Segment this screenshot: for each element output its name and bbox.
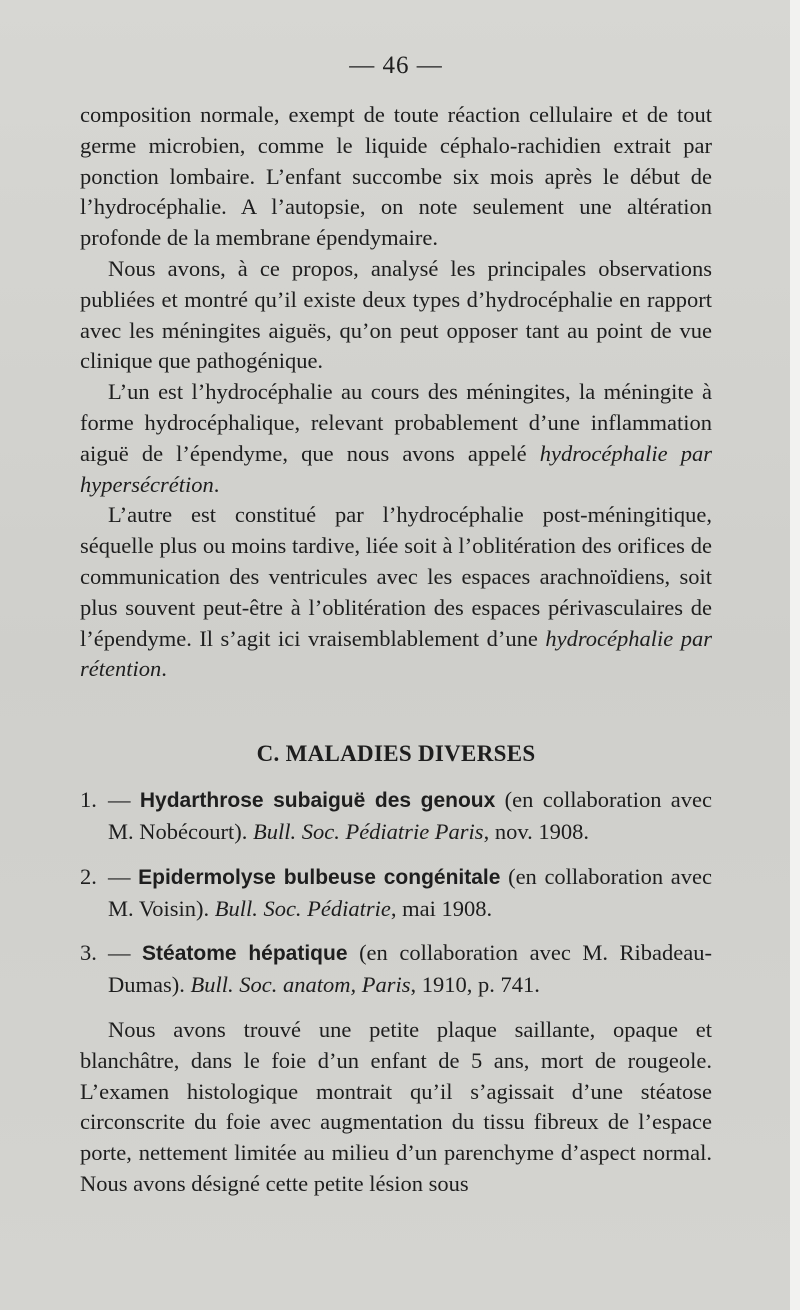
item-dash: —: [108, 940, 143, 966]
list-item: [80, 938, 712, 1001]
paragraph-first-type: [80, 377, 712, 500]
paragraph-first-type-end: .: [213, 471, 220, 497]
paragraph-steatoma: Nous avons trouvé une petite plaque saillante, opaque et blanchâtre, dans le foie d’un enfant de 5 ans, mort de rougeole. L’examen histologique montrait qu’il s’agissait d’une stéatose circonscrite du foie avec augmentation du tissu fibreux de l’espace porte, nettement limitée au milieu d’un parenchyme d’aspect normal. Nous avons désigné cette petite lésion sous: [80, 1016, 712, 1196]
item-date: , mai 1908.: [390, 895, 493, 921]
paragraph-first-type-text: L’un est l’hydrocéphalie au cours des méningites, la méningite à forme hydrocéphalique, relevant probablement d’une inflammation aiguë de l’épendyme, que nous avons appelé: [80, 379, 712, 466]
item-title: Hydarthrose subaiguë des genoux: [139, 789, 496, 813]
item-reference: Bull. Soc. Pédiatrie: [214, 895, 391, 921]
term-hypersecretion: hydrocéphalie par hypersécrétion: [80, 440, 712, 497]
item-date: , 1910, p. 741.: [410, 972, 540, 998]
list-item: [80, 862, 712, 925]
item-number: 3.: [80, 940, 97, 966]
paragraph-second-type-end: .: [161, 656, 167, 682]
item-dash: —: [108, 787, 140, 813]
item-number: 2.: [80, 863, 97, 889]
page-number: — 46 —: [349, 52, 443, 79]
term-retention: hydrocéphalie par rétention: [80, 625, 712, 682]
item-reference: Bull. Soc. anatom, Paris: [190, 972, 411, 998]
section-title: C. MALADIES DIVERSES: [256, 741, 536, 767]
item-reference: Bull. Soc. Pédiatrie Paris: [252, 818, 484, 844]
item-title: Stéatome hépatique: [142, 942, 348, 966]
page-content: [80, 52, 712, 1200]
list-item: [80, 785, 712, 848]
paragraph-second-type-text: L’autre est constitué par l’hydrocéphalie post-méningitique, séquelle plus ou moins tardive, liée soit à l’oblitération des orifices de communication des ventricules avec les espaces arachnoïdiens, soit plus souvent peut-être à l’oblitération des espaces périvasculaires de l’épendyme. Il s’agit ici vraisemblablement d’une: [80, 502, 712, 651]
item-collaboration: (en collaboration avec M. Voisin).: [108, 863, 712, 921]
item-title: Epidermolyse bulbeuse congénitale: [138, 865, 501, 889]
paragraph-analysis: Nous avons, à ce propos, analysé les principales observations publiées et montré qu’il existe deux types d’hydrocéphalie en rapport avec les méningites aiguës, qu’on peut opposer tant au point de vue clinique que pathogénique.: [80, 255, 712, 374]
item-dash: —: [108, 863, 139, 889]
item-number: 1.: [80, 787, 97, 813]
item-date: , nov. 1908.: [483, 818, 589, 844]
item-collaboration: (en collaboration avec M. Nobécourt).: [108, 787, 713, 844]
page-edge: [790, 0, 800, 1310]
item-collaboration: (en collaboration avec M. Ribadeau-Dumas).: [108, 940, 712, 998]
paragraph-second-type: [80, 500, 712, 685]
paragraph-continued: composition normale, exempt de toute réaction cellulaire et de tout germe microbien, comme le liquide céphalo-rachidien extrait par ponction lombaire. L’enfant succombe six mois après le début de l’hydrocéphalie. A l’autopsie, on note seulement une altération profonde de la membrane épendymaire.: [80, 102, 712, 251]
